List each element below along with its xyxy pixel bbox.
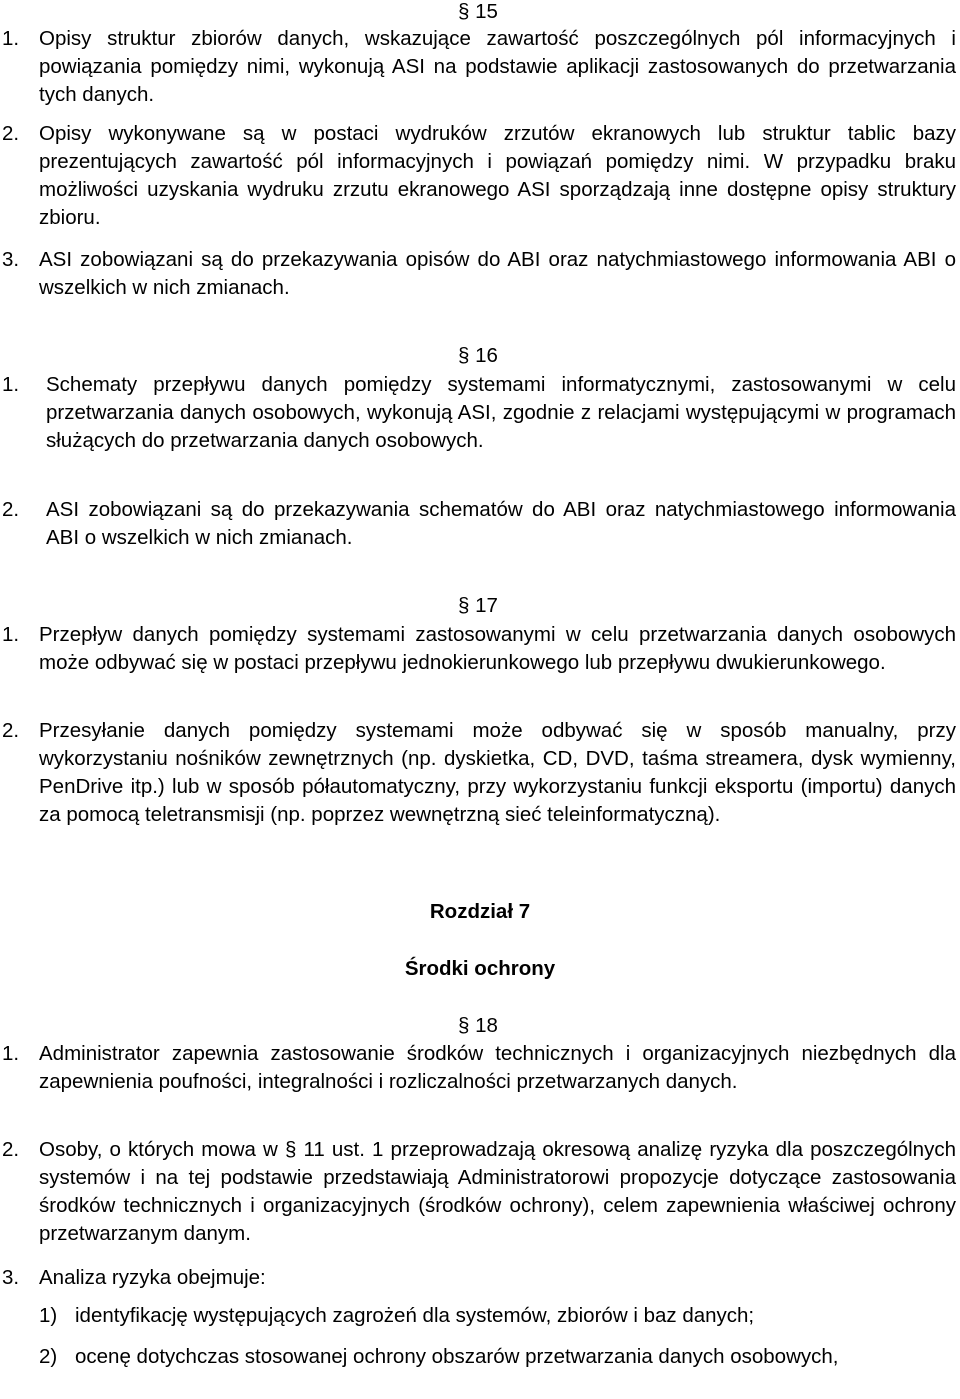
section-15-item-3 — [2, 246, 956, 302]
item-number: 1. — [2, 1042, 20, 1065]
analysis-subitem-1 — [39, 1302, 956, 1330]
item-text: Opisy struktur zbiorów danych, wskazujące zawartość poszczególnych pól informacyjnych i powiązania pomiędzy nimi, wykonują ASI na podstawie aplikacji zastosowanych do przetwarzania tych danych. — [39, 27, 956, 106]
section-16-heading: § 16 — [458, 344, 498, 367]
section-17-item-2 — [2, 717, 956, 829]
item-text: Analiza ryzyka obejmuje: — [39, 1266, 266, 1289]
section-15-heading: § 15 — [458, 0, 498, 23]
analysis-subitem-2 — [39, 1343, 956, 1371]
item-number: 1. — [2, 373, 20, 396]
item-text: Schematy przepływu danych pomiędzy systemami informatycznymi, zastosowanymi w celu przetwarzania danych osobowych, wykonują ASI, zgodnie z relacjami występującymi w programach służących do przetwarzania danych osobowych. — [46, 373, 956, 452]
section-16-item-2 — [2, 496, 956, 552]
subitem-text: identyfikację występujących zagrożeń dla systemów, zbiorów i baz danych; — [75, 1304, 755, 1327]
item-number: 2. — [2, 122, 20, 145]
chapter-subtitle: Środki ochrony — [404, 957, 556, 980]
subitem-text: ocenę dotychczas stosowanej ochrony obszarów przetwarzania danych osobowych, — [75, 1345, 839, 1368]
item-text-start: Osoby, o których mowa w — [39, 1138, 285, 1161]
paragraph-reference: § 11 ust. 1 — [284, 1138, 384, 1161]
section-18-item-1 — [2, 1040, 956, 1096]
subitem-number: 1) — [39, 1304, 58, 1327]
item-text: ASI zobowiązani są do przekazywania opisów do ABI oraz natychmiastowego informowania ABI o wszelkich w nich zmianach. — [39, 248, 956, 299]
section-16-item-1 — [2, 371, 956, 455]
section-15-item-2 — [2, 120, 956, 232]
section-18-item-2 — [2, 1136, 956, 1248]
chapter-title: Rozdział 7 — [429, 900, 531, 923]
item-number: 3. — [2, 248, 20, 271]
item-text: Administrator zapewnia zastosowanie środków technicznych i organizacyjnych niezbędnych dla zapewnienia poufności, integralności i rozliczalności przetwarzanych danych. — [39, 1042, 956, 1093]
item-text: Przepływ danych pomiędzy systemami zastosowanymi w celu przetwarzania danych osobowych może odbywać się w postaci przepływu jednokierunkowego lub przepływu dwukierunkowego. — [39, 623, 956, 674]
section-18-item-3 — [2, 1264, 956, 1292]
item-number: 2. — [2, 498, 20, 521]
item-number: 2. — [2, 719, 20, 742]
item-number: 1. — [2, 27, 20, 50]
item-text: Przesyłanie danych pomiędzy systemami może odbywać się w sposób manualny, przy wykorzystaniu nośników zewnętrznych (np. dyskietka, CD, DVD, taśma streamera, dysk wymienny, PenDrive itp.) lub w sposób półautomatyczny, przy wykorzystaniu funkcji eksportu (importu) danych za pomocą teletransmisji (np. poprzez wewnętrzną sieć teleinformatyczną). — [39, 719, 956, 826]
section-17-item-1 — [2, 621, 956, 677]
section-15-item-1 — [2, 25, 956, 109]
item-text: ASI zobowiązani są do przekazywania schematów do ABI oraz natychmiastowego informowania ABI o wszelkich w nich zmianach. — [46, 498, 956, 549]
item-number: 1. — [2, 623, 20, 646]
item-number: 2. — [2, 1138, 20, 1161]
section-18-heading: § 18 — [458, 1014, 498, 1037]
section-17-heading: § 17 — [458, 594, 498, 617]
item-text-end: przeprowadzają okresową analizę ryzyka dla poszczególnych systemów i na tej podstawie przedstawiają Administratorowi propozycje dotyczące zastosowania środków technicznych i organizacyjnych (środków ochrony), celem zapewnienia właściwej ochrony przetwarzanym danym. — [39, 1138, 956, 1245]
subitem-number: 2) — [39, 1345, 58, 1368]
item-text — [39, 1136, 956, 1248]
item-text: Opisy wykonywane są w postaci wydruków zrzutów ekranowych lub struktur tablic bazy prezentujących zawartość pól informacyjnych i powiązań pomiędzy nimi. W przypadku braku możliwości uzyskania wydruku zrzutu ekranowego ASI sporządzają inne dostępne opisy struktury zbioru. — [39, 122, 956, 229]
item-number: 3. — [2, 1266, 20, 1289]
